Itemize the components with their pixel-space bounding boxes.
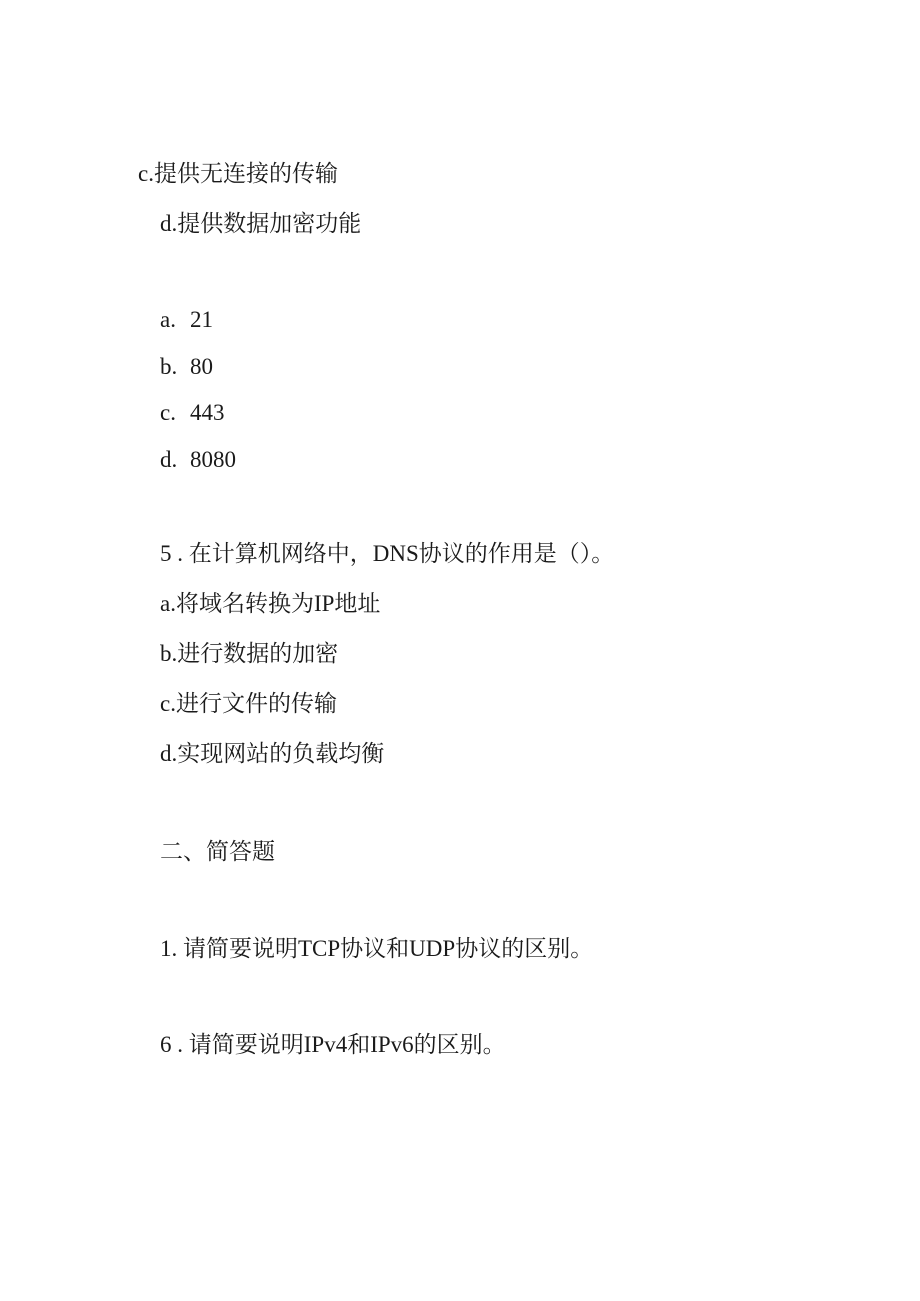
question-5-option-d: d.实现网站的负载均衡 bbox=[160, 741, 385, 766]
option-c-connectionless: c.提供无连接的传输 bbox=[138, 161, 338, 186]
option-letter: b. bbox=[160, 354, 178, 379]
option-letter: c. bbox=[160, 400, 176, 425]
option-letter: a. bbox=[160, 307, 176, 332]
option-value: 443 bbox=[190, 400, 225, 425]
question-5-stem: 5 . 在计算机网络中，DNS协议的作用是（）。 bbox=[160, 541, 615, 566]
option-value: 8080 bbox=[190, 447, 236, 472]
option-letter: d. bbox=[160, 447, 178, 472]
option-value: 80 bbox=[190, 354, 213, 379]
section-heading-short-answer: 二、简答题 bbox=[160, 839, 275, 864]
port-option-a bbox=[160, 306, 213, 334]
question-5-option-c: c.进行文件的传输 bbox=[160, 691, 337, 716]
port-option-c bbox=[160, 399, 225, 427]
question-5-option-a: a.将域名转换为IP地址 bbox=[160, 591, 381, 616]
option-d-encryption: d.提供数据加密功能 bbox=[160, 211, 362, 236]
port-option-d bbox=[160, 446, 236, 474]
option-value: 21 bbox=[190, 307, 213, 332]
question-5-option-b: b.进行数据的加密 bbox=[160, 641, 339, 666]
short-answer-question-1: 1. 请简要说明TCP协议和UDP协议的区别。 bbox=[160, 936, 594, 961]
short-answer-question-6: 6 . 请简要说明IPv4和IPv6的区别。 bbox=[160, 1032, 506, 1057]
port-option-b bbox=[160, 353, 213, 381]
